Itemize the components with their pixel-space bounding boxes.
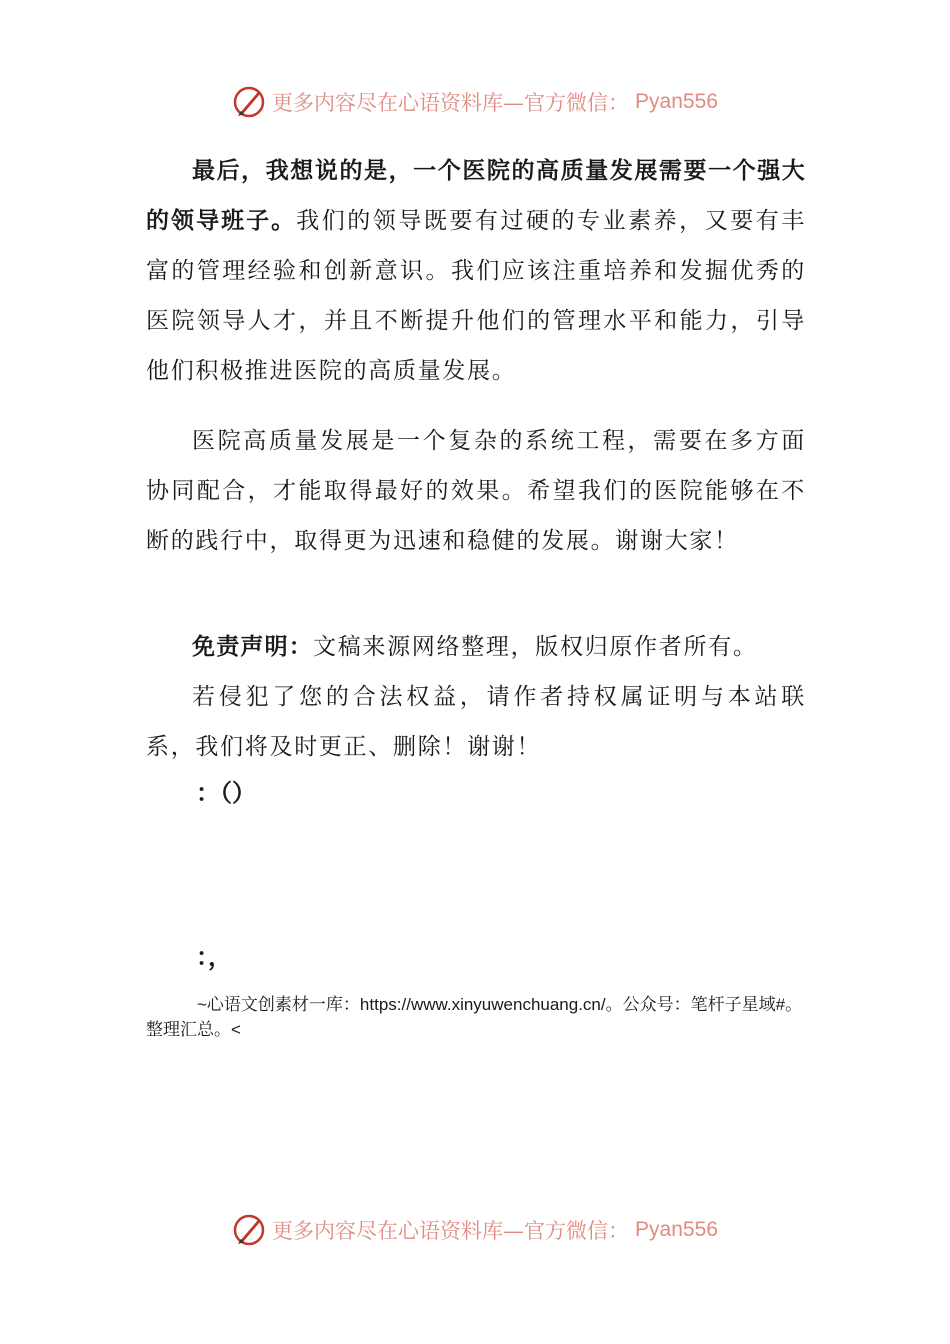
paragraph-leadership-text: 我们的领导既要有过硬的专业素养，又要有丰富的管理经验和创新意识。我们应该注重培养和发掘优秀的医院领导人才，并且不断提升他们的管理水平和能力，引导他们积极推进医院的高质量发展。 <box>146 208 807 384</box>
disclaimer-label: 免责声明： <box>192 633 313 660</box>
footer-banner <box>0 1210 950 1250</box>
wechat-id: Pyan556 <box>635 90 718 113</box>
pen-logo-icon <box>232 1213 266 1247</box>
header-banner <box>0 82 950 122</box>
source-note: ~心语文创素材一库：https://www.xinyuwenchuang.cn/。公众号：笔杆子星域#。整理汇总。< <box>146 995 803 1039</box>
pen-logo-icon <box>232 85 266 119</box>
banner-text: 更多内容尽在心语资料库—官方微信： <box>272 1219 630 1243</box>
paragraph-leadership <box>146 146 806 396</box>
paragraph-conclusion: 医院高质量发展是一个复杂的系统工程，需要在多方面协同配合，才能取得最好的效果。希望我们的医院能够在不断的践行中，取得更为迅速和稳健的发展。谢谢大家！ <box>146 428 806 554</box>
banner-text: 更多内容尽在心语资料库—官方微信： <box>272 91 630 115</box>
paragraph-lead-bold: 最后，我想说的是，一个医院的高质量发展需要一个强大的领导班子。 <box>146 157 806 234</box>
wechat-id: Pyan556 <box>635 1218 718 1241</box>
disclaimer-infringement: 若侵犯了您的合法权益，请作者持权属证明与本站联系，我们将及时更正、删除！谢谢！ <box>146 684 806 760</box>
colon-line-2: ：， <box>196 944 232 971</box>
colon-line-1: ：（） <box>196 780 256 807</box>
document-body <box>146 146 806 1042</box>
disclaimer-text: 文稿来源网络整理，版权归原作者所有。 <box>313 634 758 660</box>
disclaimer <box>146 622 806 672</box>
